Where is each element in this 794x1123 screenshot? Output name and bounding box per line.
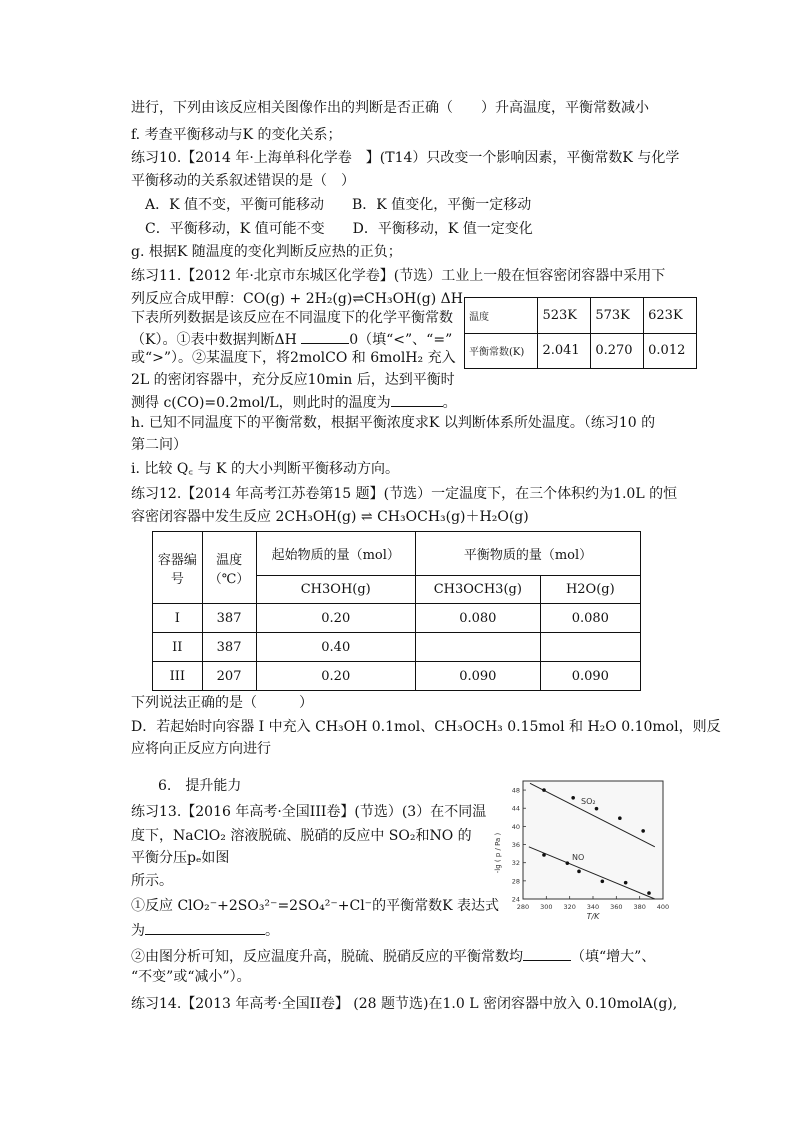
- table-cell: 0.090: [540, 662, 640, 691]
- series-label-no: NO: [572, 853, 585, 862]
- exercise-12-title: 练习12.【2014 年高考江苏卷第15 题】(节选）一定温度下，在三个体积约为1.0L 的恒: [131, 486, 678, 502]
- table-cell: I: [153, 604, 203, 633]
- data-point-so2: [618, 816, 622, 820]
- table-cell: 0.080: [415, 604, 540, 633]
- table-cell: 207: [202, 662, 256, 691]
- equilibrium-constant-table: [464, 297, 697, 369]
- x-tick-label: 340: [586, 903, 600, 911]
- table-cell: III: [153, 662, 203, 691]
- data-point-no: [601, 880, 605, 884]
- table-cell: 温度: [465, 298, 538, 334]
- data-point-so2: [595, 807, 599, 811]
- exercise-14-title: 练习14.【2013 年高考·全国II卷】 (28 题节选)在1.0 L 密闭容器中放入 0.10molA(g),: [131, 996, 678, 1012]
- table-cell: 387: [202, 604, 256, 633]
- table-cell: 0.20: [256, 604, 415, 633]
- table-cell: 0.080: [540, 604, 640, 633]
- text-line: 所示。: [131, 873, 173, 889]
- text-line: 应将向正反应方向进行: [131, 741, 271, 757]
- text-line: 平衡分压pₑ如图: [131, 850, 230, 866]
- text-line: 2L 的密闭容器中，充分反应10min 后，达到平衡时: [131, 372, 455, 388]
- header-initial-amount: 起始物质的量（mol）: [256, 532, 415, 576]
- text-line: 测得 c(CO)=0.2mol/L，则此时的温度为 。: [131, 391, 457, 413]
- option-line-cd: C．平衡移动，K 值可能不变 D．平衡移动，K 值一定变化: [131, 221, 533, 237]
- table-row: [465, 333, 697, 369]
- x-tick-label: 320: [563, 903, 576, 911]
- header-container-id: 容器编号: [153, 532, 203, 604]
- x-tick-label: 400: [656, 903, 670, 911]
- data-point-so2: [641, 829, 645, 833]
- text-line: 或“>”）。②某温度下，将2molCO 和 6molH₂ 充入: [131, 350, 456, 366]
- y-tick-label: 44: [511, 804, 520, 813]
- text-line: 下表所列数据是该反应在不同温度下的化学平衡常数: [131, 310, 453, 326]
- partial-pressure-chart: [490, 773, 676, 923]
- table-cell: [415, 633, 540, 662]
- text-line: 度下，NaClO₂ 溶液脱硫、脱硝的反应中 SO₂和NO 的: [131, 828, 472, 844]
- section-h-heading: h. 已知不同温度下的平衡常数，根据平衡浓度求K 以判断体系所处温度。（练习10 的: [131, 415, 656, 431]
- text-line: 为 。: [131, 919, 279, 941]
- y-tick-label: 32: [511, 859, 520, 868]
- header-ch3oh: CH3OH(g): [256, 576, 415, 604]
- text-line: “不变”或“减小”）。: [131, 969, 251, 985]
- table-cell: 573K: [591, 298, 644, 334]
- text-line: 第二问）: [131, 437, 187, 453]
- table-cell: 623K: [644, 298, 697, 334]
- section-6-heading: 6. 提升能力: [158, 778, 242, 794]
- option-d: D．若起始时向容器 I 中充入 CH₃OH 0.1mol、CH₃OCH₃ 0.15mol 和 H₂O 0.10mol，则反: [131, 719, 721, 735]
- reaction-equation: 容密闭容器中发生反应 2CH₃OH(g) ⇌ CH₃OCH₃(g)＋H₂O(g): [131, 509, 529, 525]
- section-i-heading: i. 比较 Q꜀ 与 K 的大小判断平衡移动方向。: [131, 461, 399, 477]
- table-cell: 2.041: [538, 333, 591, 369]
- data-point-no: [647, 891, 651, 895]
- y-tick-label: 36: [511, 841, 520, 850]
- table-cell: 平衡常数(K): [465, 333, 538, 369]
- answer-blank[interactable]: [391, 391, 443, 407]
- text-line: ②由图分析可知，反应温度升高，脱硫、脱硝反应的平衡常数均 （填“增大”、: [131, 945, 655, 967]
- table-cell: 0.270: [591, 333, 644, 369]
- question-stem: 下列说法正确的是（ ）: [131, 695, 313, 711]
- table-row: [153, 604, 641, 633]
- data-point-no: [577, 870, 581, 874]
- header-h2o: H2O(g): [540, 576, 640, 604]
- exercise-11-title: 练习11.【2012 年·北京市东城区化学卷】(节选）工业上一般在恒容密闭容器中采用下: [131, 268, 666, 284]
- header-temperature: 温度（℃）: [202, 532, 256, 604]
- table-header-row: [153, 532, 641, 576]
- table-cell: 387: [202, 633, 256, 662]
- answer-blank[interactable]: [145, 919, 265, 935]
- text-line: 平衡移动的关系叙述错误的是（ ）: [131, 173, 355, 189]
- y-tick-label: 24: [511, 895, 520, 904]
- table-row: [465, 298, 697, 334]
- x-axis-label: T/K: [586, 912, 600, 921]
- table-cell: 0.20: [256, 662, 415, 691]
- table-row: [153, 633, 641, 662]
- answer-blank[interactable]: [301, 328, 349, 344]
- text-line: （K）。①表中数据判断ΔH 0（填“<”、“=”: [131, 328, 452, 350]
- data-point-no: [566, 861, 570, 865]
- data-point-no: [542, 853, 546, 857]
- exercise-10-title: 练习10.【2014 年·上海单科化学卷 】(T14）只改变一个影响因素，平衡常数K 与化学: [131, 150, 680, 166]
- section-f-heading: f. 考查平衡移动与K 的变化关系；: [131, 127, 342, 143]
- data-point-so2: [571, 796, 575, 800]
- table-cell: [540, 633, 640, 662]
- table-cell: 0.012: [644, 333, 697, 369]
- y-tick-label: 28: [511, 877, 520, 886]
- x-tick-label: 380: [633, 903, 646, 911]
- answer-blank[interactable]: [523, 945, 571, 961]
- experiment-data-table: [152, 531, 641, 691]
- data-point-no: [624, 881, 628, 885]
- y-tick-label: 48: [511, 786, 520, 795]
- table-cell: 0.40: [256, 633, 415, 662]
- y-axis-label: -lg ( p / Pa ): [494, 832, 502, 874]
- table-cell: 523K: [538, 298, 591, 334]
- section-g-heading: g. 根据K 随温度的变化判断反应热的正负；: [131, 244, 402, 260]
- data-point-so2: [542, 788, 546, 792]
- option-line-ab: A．K 值不变，平衡可能移动 B．K 值变化，平衡一定移动: [131, 197, 532, 213]
- x-tick-label: 300: [540, 903, 553, 911]
- text-line: ①反应 ClO₂⁻+2SO₃²⁻=2SO₄²⁻+Cl⁻的平衡常数K 表达式: [131, 898, 499, 914]
- series-label-so2: SO₂: [581, 797, 596, 806]
- x-tick-label: 360: [610, 903, 623, 911]
- header-ch3och3: CH3OCH3(g): [415, 576, 540, 604]
- exercise-13-title: 练习13.【2016 年高考·全国III卷】(节选）(3）在不同温: [131, 804, 487, 820]
- x-tick-label: 280: [516, 903, 530, 911]
- text-line: 进行，下列由该反应相关图像作出的判断是否正确（ ）升高温度，平衡常数减小: [131, 100, 649, 116]
- table-cell: 0.090: [415, 662, 540, 691]
- y-tick-label: 40: [511, 822, 520, 831]
- header-equilibrium-amount: 平衡物质的量（mol）: [415, 532, 640, 576]
- table-cell: II: [153, 633, 203, 662]
- reaction-equation: 列反应合成甲醇：CO(g) + 2H₂(g)⇌CH₃OH(g) ΔH: [131, 291, 463, 307]
- table-row: [153, 662, 641, 691]
